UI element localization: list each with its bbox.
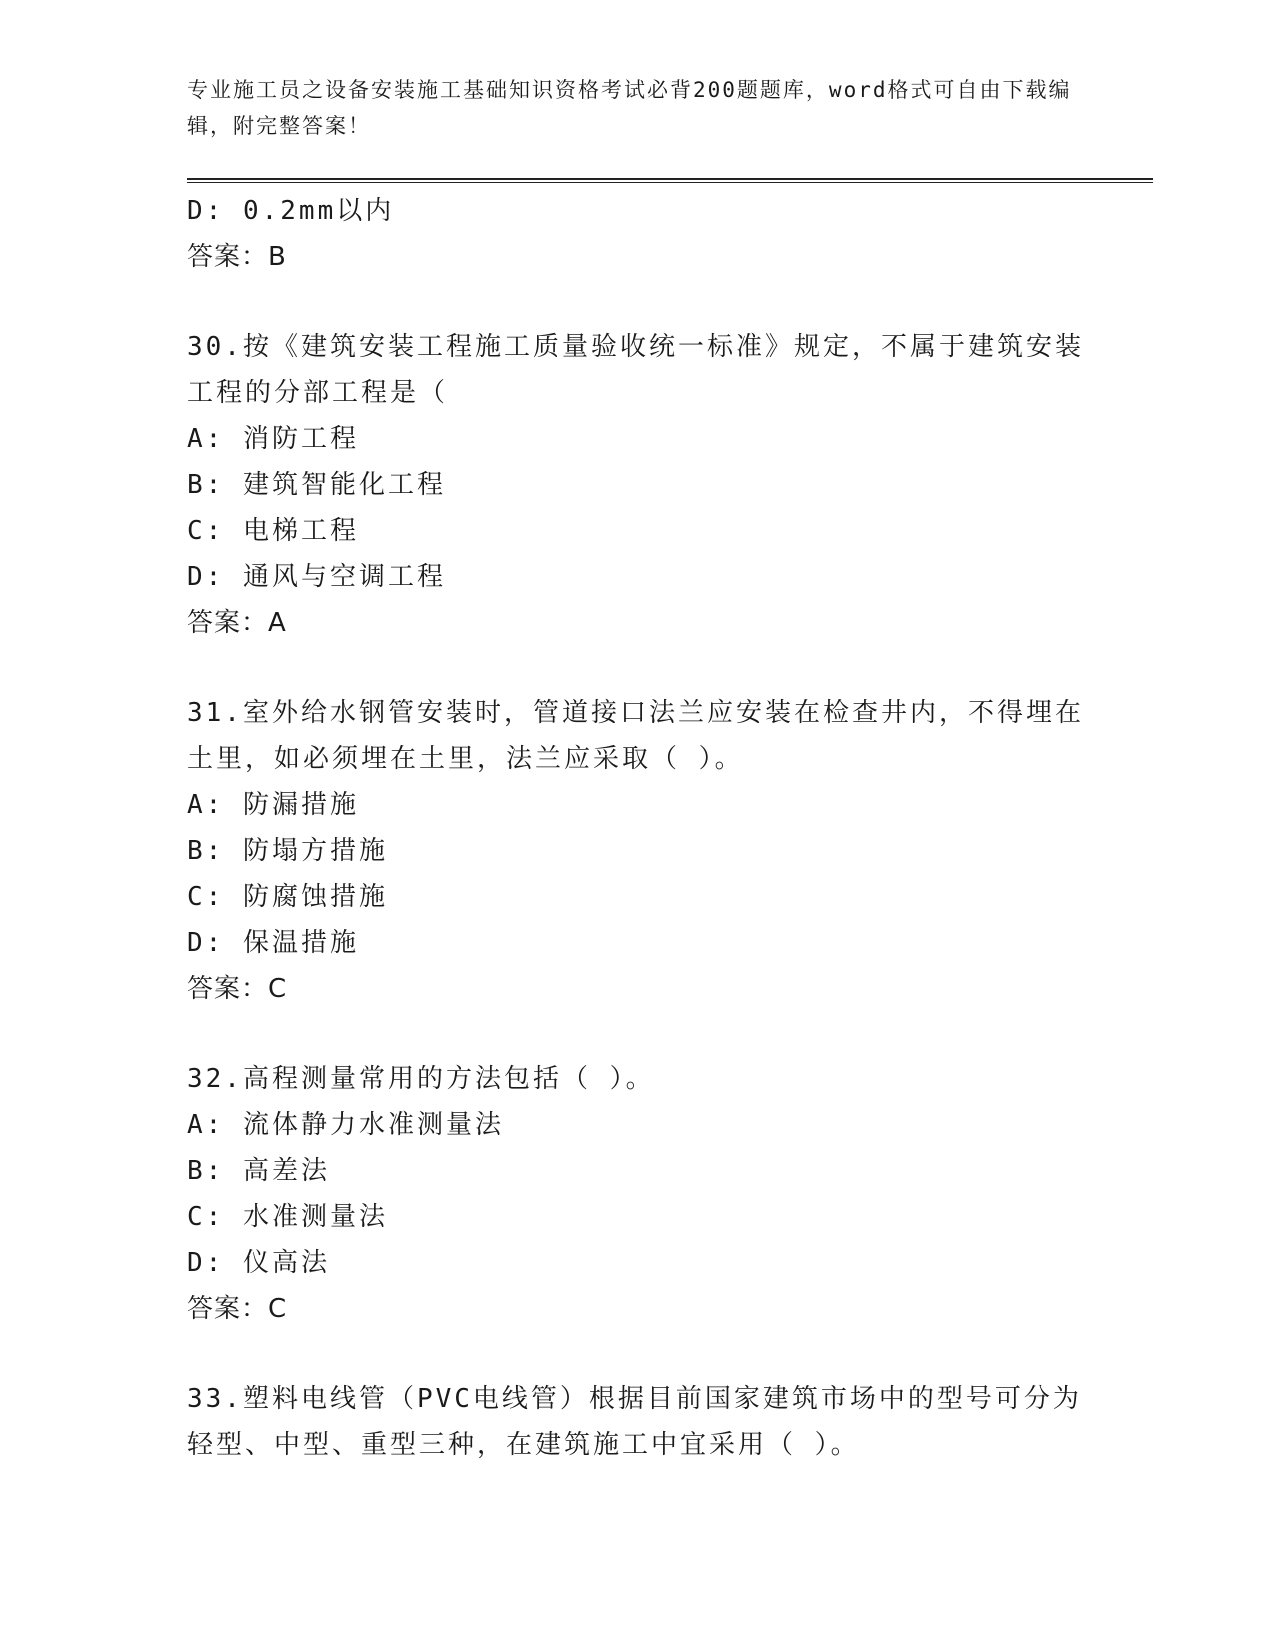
question-32 — [187, 1056, 1087, 1332]
question-text: 30.按《建筑安装工程施工质量验收统一标准》规定，不属于建筑安装工程的分部工程是（ — [187, 332, 1084, 408]
answer: 答案：A — [187, 608, 287, 638]
option-a: A: 消防工程 — [187, 424, 359, 454]
option-c: C: 防腐蚀措施 — [187, 882, 388, 912]
option-b: B: 建筑智能化工程 — [187, 470, 446, 500]
document-body — [187, 188, 1087, 1468]
option-b: B: 高差法 — [187, 1156, 330, 1186]
question-text: 32.高程测量常用的方法包括（ ）。 — [187, 1064, 655, 1094]
question-33 — [187, 1376, 1087, 1468]
leading-option-d: D: 0.2mm以内 — [187, 196, 395, 226]
question-text: 31.室外给水钢管安装时，管道接口法兰应安装在检查井内，不得埋在土里，如必须埋在土里，法兰应采取（ ）。 — [187, 698, 1084, 774]
option-d: D: 保温措施 — [187, 928, 359, 958]
option-c: C: 水准测量法 — [187, 1202, 388, 1232]
option-a: A: 防漏措施 — [187, 790, 359, 820]
option-c: C: 电梯工程 — [187, 516, 359, 546]
header-rule-thick — [187, 178, 1153, 180]
option-d: D: 通风与空调工程 — [187, 562, 446, 592]
question-31 — [187, 690, 1087, 1012]
question-text: 33.塑料电线管（PVC电线管）根据目前国家建筑市场中的型号可分为轻型、中型、重型三种，在建筑施工中宜采用（ ）。 — [187, 1384, 1082, 1460]
option-a: A: 流体静力水准测量法 — [187, 1110, 504, 1140]
document-header: 专业施工员之设备安装施工基础知识资格考试必背200题题库，word格式可自由下载编辑，附完整答案！ — [187, 78, 1072, 138]
answer: 答案：C — [187, 1294, 288, 1324]
option-d: D: 仪高法 — [187, 1248, 330, 1278]
option-b: B: 防塌方措施 — [187, 836, 388, 866]
header-rule-thin — [187, 182, 1153, 183]
answer: 答案：C — [187, 974, 288, 1004]
question-30 — [187, 324, 1087, 646]
leading-answer: 答案：B — [187, 242, 287, 272]
